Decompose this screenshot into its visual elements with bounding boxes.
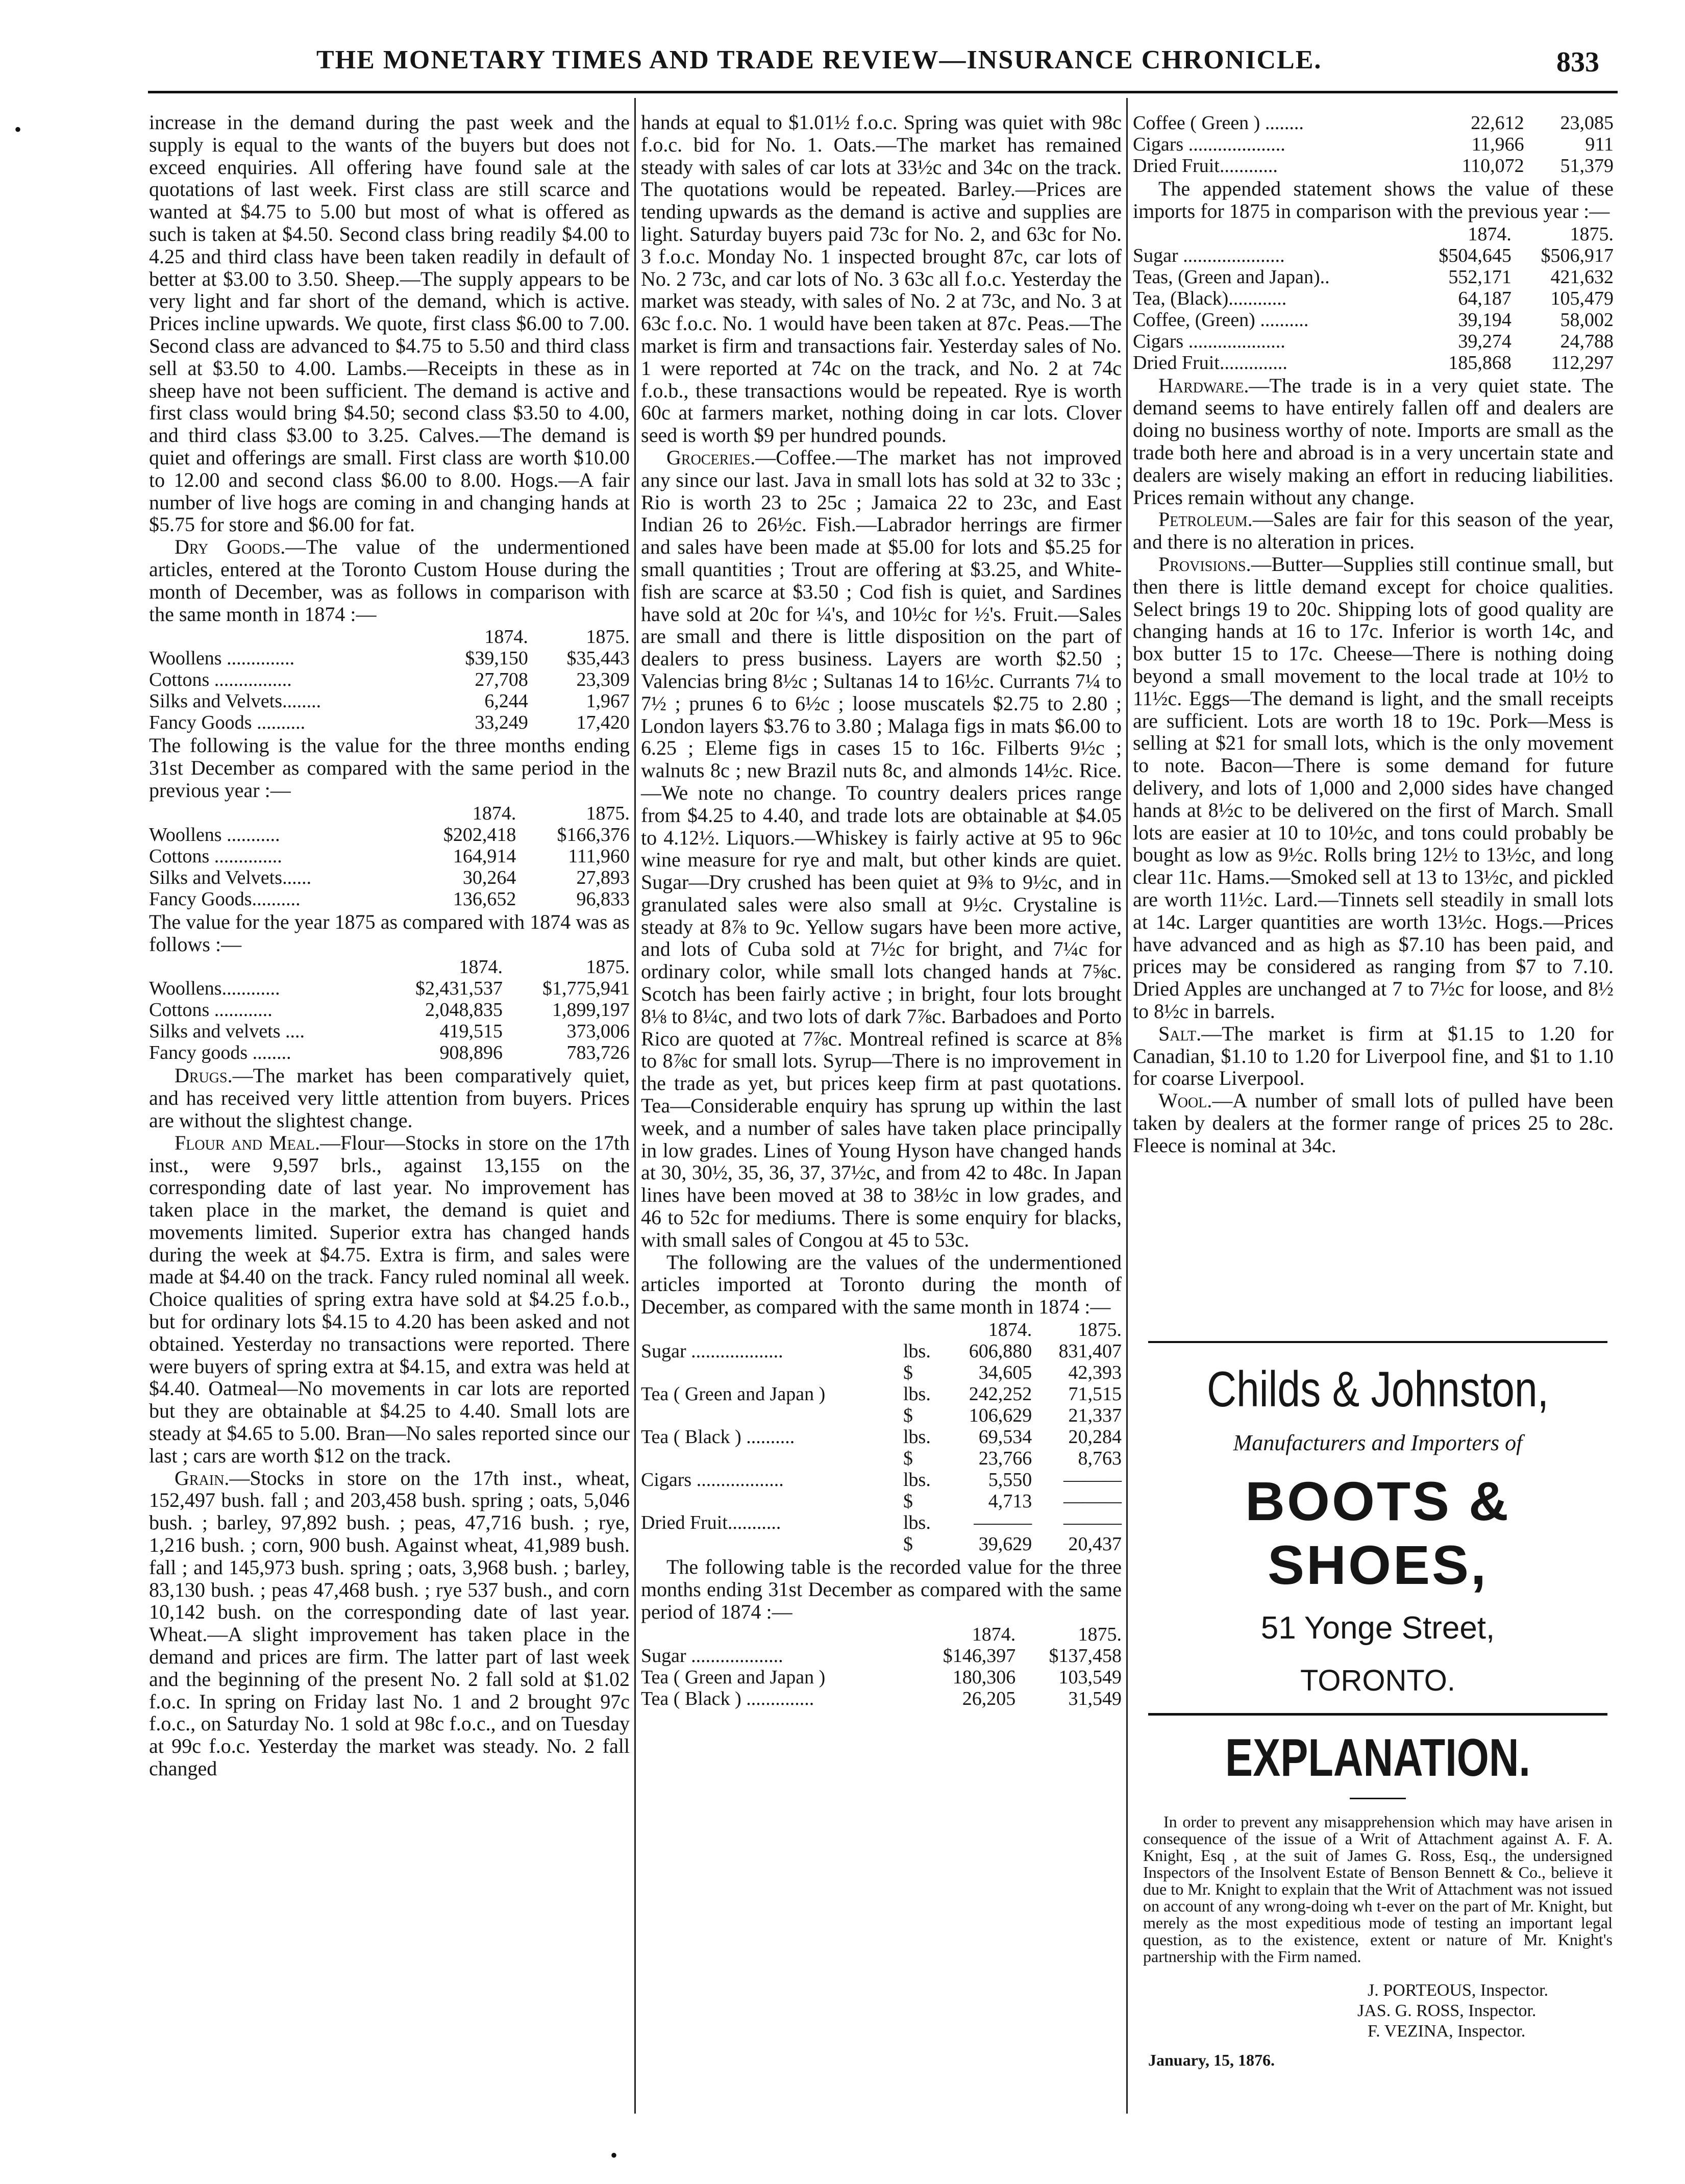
groceries-text: —Coffee.—The market has not improved any since our last. Java in small lots has sold at 32 to 33c ; Rio is worth 23 to 25c ; Jamaica 22 to 23c, and East Indian 26 to 26½c. Fish.—Labrador herrings are firmer and sales have been made at $5.00 for lots and $5.25 for small quantities ; Trout are offering at $3.25, and White-fish are scarce at $3.50 ; Cod fish is quiet, and Sardines have sold at 20c for ¼'s, and 10½c for ½'s. Fruit.—Sales are small and there is little disposition on the part of dealers to press business. Layers are worth $2.50 ; Valencias bring 8½c ; Sultanas 14 to 16½c. Currants 7¼ to 7½ ; prunes 6 to 6½c ; loose muscatels $2.75 to 2.80 ; London layers $3.76 to 3.80 ; Malaga figs in mats $6.00 to 6.25 ; Eleme figs in cases 15 to 16c. Filberts 9½c ; walnuts 8c ; new Brazil nuts 8c, and almonds 14½c. Rice.—We note no change. To country dealers prices range from $4.25 to 4.40, and trade lots are obtainable at $4.05 to 4.12½. Liquors.—Whiskey is fairly active at 95 to 96c wine measure for rye and malt, but other kinds are quiet. Sugar—Dry crushed has been quiet at 9⅜ to 9½c, and in granulated sales were also small at 9½c. Crystaline is steady at 8⅞ to 9c. Yellow sugars have been more active, and lots of Cuba sold at 7½c for bright, and 7¼c for ordinary color, while small lots changed hands at 7⅝c. Scotch has been fairly active ; in bright, four lots brought 8⅛ to 8¼c, and two lots of dark 7⅞c. Barbadoes and Porto Rico are quoted at 7⅞c. Montreal refined is scarce at 8⅝ to 8⅞c for small lots. Syrup—There is no improvement in the trade as yet, but prices keep firm at past quotations. Tea—Considerable enquiry has sprung up within the last week, and a number of sales have taken place principally in low grades. Lines of Young Hyson have changed hands at 30, 30½, 35, 36, 37, 37½c, and from 42 to 48c. In Japan lines have been moved at 38 to 38½c in low grades, and 46 to 52c for mediums. There is some enquiry for blacks, with small sales of Congou at 45 to 53c. (641, 445, 1122, 1251)
table-row (149, 648, 630, 669)
year-header: 1875. (1078, 1319, 1122, 1341)
page-header (0, 0, 1685, 82)
explanation-notice: In order to prevent any misapprehension which may have arisen in consequence of the issue of a Writ of Attachment against A. F. A. Knight, Esq , at the suit of James G. Ross, Esq., the undersigned Inspectors of the Insolvent Estate of Benson Bennett & Co., believe it due to Mr. Knight to explain that the Writ of Attachment was not issued on account of any wrong-doing wh t-ever on the part of Mr. Knight, but merely as the most expeditious mode of testing an important legal question, as to the existence, extent or nature of Mr. Knight's partnership with the Firm named. (1143, 1813, 1613, 1966)
dry-goods-year-table (149, 956, 630, 1063)
ad-firm-name: Childs & Johnston, (1206, 1361, 1549, 1417)
table-row (641, 1533, 1122, 1555)
cell-1875: 8,763 (1078, 1448, 1122, 1470)
row-unit: lbs. (903, 1426, 931, 1448)
cell-1874: 419,515 (439, 1021, 503, 1043)
column-3 (1133, 111, 1614, 1156)
cell-1875: $35,443 (566, 648, 630, 669)
cell-1875: 23,085 (1560, 112, 1614, 134)
row-label: Woollens .............. (149, 648, 295, 669)
cell-1874: $39,150 (465, 648, 528, 669)
cell-1874: 136,652 (453, 888, 516, 910)
column-divider-2 (1126, 98, 1128, 2114)
section-head-provisions: Provisions. (1158, 552, 1251, 576)
table-row (641, 1512, 1122, 1533)
table-row (641, 1383, 1122, 1405)
row-label: Teas, (Green and Japan).. (1133, 266, 1330, 288)
cell-1875: $137,458 (1049, 1645, 1122, 1667)
imports-year-table (1133, 224, 1614, 374)
table-row (149, 1042, 630, 1063)
cell-1875: 20,284 (1068, 1426, 1122, 1448)
drugs-text: —The market has been comparatively quiet, and has received very little attention from buyers. Prices are without the slightest change. (149, 1064, 630, 1132)
cell-1875: 96,833 (576, 888, 630, 910)
year-header: 1875. (1570, 223, 1614, 245)
row-label: Cigars .................... (1133, 330, 1285, 352)
row-label: Dried Fruit.............. (1133, 352, 1287, 374)
signer-porteous: J. PORTEOUS, Inspector. (1368, 1981, 1549, 2000)
page-number: 833 (1556, 46, 1599, 78)
year-header: 1874. (472, 802, 516, 824)
column-2 (641, 111, 1122, 1710)
cell-1875: 911 (1585, 134, 1614, 155)
year-header: 1875. (586, 626, 630, 648)
cell-1874: 5,550 (988, 1469, 1032, 1491)
livestock-paragraph: increase in the demand during the past week and the supply is equal to the wants of the buyers but does not exceed enquiries. All offering have found sale at the quotations of last week. First class are still scarce and wanted at $4.75 to 5.00 but most of what is offered as such is taken at $4.50. Second class bring readily $4.00 to 4.25 and third class have been taken readily in default of better at $3.00 to 3.50. Sheep.—The supply appears to be very light and far short of the demand, which is active. Prices incline upwards. We quote, first class $6.00 to 7.00. Second class are advanced to $4.75 to 5.50 and third class sell at $3.50 to 4.00. Lambs.—Receipts in these as in sheep have not been sufficient. The demand is active and first class would bring $4.50; second class $3.50 to 4.00, and third class $3.00 to 3.25. Calves.—The demand is quiet and offerings are small. First class are worth $10.00 to 12.00 and second class $6.00 to 8.00. Hogs.—A fair number of live hogs are coming in and changing hands at $5.75 for store and $6.00 for fat. (149, 111, 630, 536)
grain-continued-paragraph: hands at equal to $1.01½ f.o.c. Spring was quiet with 98c f.o.c. bid for No. 1. Oats.—The market has remained steady with sales of car lots at 33½c and 34c on the track. The quotations would be repeated. Barley.—Prices are tending upwards as the demand is active and supplies are light. Saturday buyers paid 73c for No. 2, and 63c for No. 3 f.o.c. Monday No. 1 inspected brought 87c, car lots of No. 2 73c, and car lots of No. 3 63c all f.o.c. Yesterday the market was steady, with sales of No. 2 at 73c, and No. 3 at 63c f.o.c. No. 1 would have been taken at 87c. Peas.—The market is firm and transactions fair. Yesterday sales of No. 1 were reported at 74c on the track, and No. 2 at 74c f.o.b., these transactions would be repeated. Rye is worth 60c at farmers market, nothing doing in car lots. Clover seed is worth $9 per hundred pounds. (641, 111, 1122, 447)
section-head-grain: Grain. (175, 1466, 230, 1490)
table-row (149, 888, 630, 910)
row-label: Tea, (Black)............ (1133, 287, 1287, 309)
row-label (641, 1362, 903, 1383)
salt-text: —The market is firm at $1.15 to 1.20 for Canadian, $1.10 to 1.20 for Liverpool fine, and $1 to 1.10 for coarse Liverpool. (1133, 1022, 1614, 1090)
cell-1875: 421,632 (1550, 266, 1614, 288)
table-row (1133, 352, 1614, 374)
row-label: Woollens ........... (149, 824, 280, 846)
cell-1874: 4,713 (988, 1491, 1032, 1512)
hardware-paragraph (1133, 375, 1614, 509)
cell-1875: 21,337 (1068, 1405, 1122, 1427)
imports-quarter-table-continued (1133, 112, 1614, 177)
table-row (641, 1362, 1122, 1383)
table-row (1133, 155, 1614, 177)
table-row (149, 999, 630, 1021)
row-label: Cottons ............ (149, 999, 272, 1021)
cell-1875: ——— (1063, 1512, 1122, 1534)
cell-1875: 31,549 (1068, 1688, 1122, 1710)
flour-paragraph (149, 1132, 630, 1467)
row-label: Cigars .................. (641, 1469, 784, 1491)
row-unit: $ (903, 1491, 913, 1512)
childs-johnston-advertisement (1143, 1341, 1613, 2070)
table-row (641, 1469, 1122, 1491)
row-label: Tea ( Green and Japan ) (641, 1667, 826, 1689)
cell-1875: 51,379 (1560, 155, 1614, 177)
cell-1875: 42,393 (1068, 1362, 1122, 1384)
table-row (1133, 331, 1614, 352)
cell-1875: ——— (1063, 1491, 1122, 1512)
dry-goods-text: —The value of the undermentioned articles, entered at the Toronto Custom House during the month of December, was as follows in comparison with the same month in 1874 :— (149, 535, 630, 626)
groceries-paragraph (641, 446, 1122, 1251)
row-label: Sugar ................... (641, 1645, 783, 1667)
row-label: Woollens............ (149, 978, 280, 1000)
cell-1874: $202,418 (443, 824, 516, 846)
cell-1874: 106,629 (969, 1405, 1032, 1427)
section-head-hardware: Hardware. (1158, 374, 1249, 397)
cell-1874: 908,896 (439, 1042, 503, 1064)
cell-1874: 64,187 (1458, 287, 1511, 309)
row-label: Dried Fruit............ (1133, 155, 1278, 177)
cell-1874: 33,249 (475, 712, 528, 734)
row-label: Cottons .............. (149, 845, 282, 867)
cell-1874: $504,645 (1439, 244, 1511, 266)
three-months-paragraph: The following is the value for the three months ending 31st December as compared with the same period in the previous year :— (149, 734, 630, 802)
row-label: Silks and velvets .... (149, 1021, 305, 1043)
cell-1875: 831,407 (1058, 1341, 1122, 1362)
table-row (641, 1491, 1122, 1512)
cell-1875: 27,893 (576, 866, 630, 888)
row-unit: $ (903, 1362, 913, 1384)
table-row (1133, 309, 1614, 331)
column-divider-1 (634, 98, 636, 2114)
row-label: Tea ( Black ) .............. (641, 1688, 814, 1710)
dry-goods-paragraph (149, 536, 630, 625)
row-label: Fancy Goods.......... (149, 888, 301, 910)
provisions-text: —Butter—Supplies still continue small, but then there is little demand except for choice qualities. Select brings 19 to 20c. Shipping lots of good quality are changing hands at 16 to 17c. Inferior is worth 14c, and box butter 15 to 17c. Cheese—There is nothing doing beyond a small movement to the local trade at 10½ to 11½c. Eggs—The demand is light, and the small receipts are sufficient. Lots are worth 18 to 19c. Pork—Mess is selling at $21 for small lots, which is the only movement to note. Bacon—There is some demand for future delivery, and lots of 1,000 and 2,000 sides have changed hands at 8½c to be delivered on the first of March. Small lots are easier at 10 to 10½c, and tons could probably be bought as low as 9½c. Rolls bring 12½ to 13½c, and long clear 11c. Hams.—Smoked sell at 13 to 13½c, and pickled are worth 11½c. Lard.—Tinnets sell steadily in small lots at 14c. Larger quantities are worth 13½c. Hogs.—Prices have advanced and as high as $7.10 has been paid, and prices may be considered as ranging from $7 to 7.10. Dried Apples are unchanged at 7 to 7½c for loose, and 8½ to 8½c in barrels. (1133, 552, 1614, 1023)
cell-1875: 23,309 (576, 669, 630, 691)
cell-1874: 110,072 (1461, 155, 1524, 177)
row-label: Fancy goods ........ (149, 1042, 291, 1064)
cell-1874: $2,431,537 (415, 978, 503, 1000)
year-header: 1874. (988, 1319, 1032, 1341)
cell-1874: 164,914 (453, 845, 516, 867)
row-label: Silks and Velvets........ (149, 690, 321, 712)
year-header: 1875. (586, 802, 630, 824)
table-row (1133, 245, 1614, 266)
row-unit: $ (903, 1448, 913, 1470)
petroleum-paragraph (1133, 508, 1614, 553)
row-label (641, 1533, 903, 1555)
table-row (149, 846, 630, 867)
cell-1875: 105,479 (1550, 287, 1614, 309)
cell-1875: $166,376 (557, 824, 630, 846)
row-unit: $ (903, 1533, 913, 1555)
appended-statement-paragraph: The appended statement shows the value of these imports for 1875 in comparison with the previous year :— (1133, 177, 1614, 222)
cell-1875: 20,437 (1068, 1533, 1122, 1555)
year-paragraph: The value for the year 1875 as compared with 1874 was as follows :— (149, 910, 630, 956)
year-header: 1875. (1078, 1624, 1122, 1646)
cell-1874: 6,244 (484, 690, 528, 712)
ad-goods-line: BOOTS & SHOES, (1245, 1470, 1510, 1596)
row-unit: $ (903, 1405, 913, 1427)
year-header: 1874. (459, 956, 503, 978)
cell-1875: 783,726 (566, 1042, 630, 1064)
table-row (1133, 134, 1614, 155)
cell-1874: 180,306 (952, 1667, 1016, 1689)
margin-mark: • (610, 2144, 618, 2167)
section-head-wool: Wool. (1158, 1089, 1212, 1112)
row-label: Fancy Goods .......... (149, 712, 306, 734)
margin-mark: • (14, 118, 22, 141)
row-unit: lbs. (903, 1469, 931, 1491)
imports-december-table (641, 1319, 1122, 1555)
table-row (1133, 288, 1614, 309)
column-1 (149, 111, 630, 1780)
row-label: Sugar ..................... (1133, 244, 1285, 266)
table-row (641, 1448, 1122, 1469)
table-row (641, 1688, 1122, 1709)
row-label: Tea ( Black ) .......... (641, 1426, 795, 1448)
ad-top-rule (1148, 1341, 1607, 1343)
cell-1874: 30,264 (462, 866, 516, 888)
row-unit: lbs. (903, 1512, 931, 1534)
table-row (1133, 112, 1614, 134)
cell-1875: 58,002 (1560, 309, 1614, 331)
section-head-drugs: Drugs. (175, 1064, 233, 1087)
petroleum-text: —Sales are fair for this season of the year, and there is no alteration in prices. (1133, 508, 1614, 554)
section-head-flour: Flour and Meal. (175, 1131, 320, 1154)
section-head-dry-goods: Dry Goods. (175, 535, 286, 559)
cell-1875: 71,515 (1068, 1383, 1122, 1405)
table-row (149, 712, 630, 733)
cell-1874: 22,612 (1471, 112, 1524, 134)
row-unit: lbs. (903, 1383, 931, 1405)
cell-1874: 11,966 (1471, 134, 1524, 155)
header-rule (148, 91, 1618, 93)
cell-1874: 39,274 (1458, 330, 1511, 352)
table-row (641, 1341, 1122, 1362)
inspector-signatures (1357, 1980, 1613, 2042)
signer-ross: JAS. G. ROSS, Inspector. (1357, 2001, 1537, 2020)
cell-1875: 112,297 (1551, 352, 1614, 374)
table-row (641, 1426, 1122, 1448)
cell-1875: 17,420 (576, 712, 630, 734)
ad-divider-rule (1148, 1713, 1607, 1716)
cell-1874: 606,880 (969, 1341, 1032, 1362)
row-label: Sugar ................... (641, 1341, 783, 1362)
flour-text: —Flour—Stocks in store on the 17th inst., were 9,597 brls., against 13,155 on the corresponding date of last year. No improvement has taken place in the market, the demand is quiet and movements limited. Superior extra has changed hands during the week at $4.75. Extra is firm, and sales were made at $4.40 on the track. Fancy ruled nominal all week. Choice qualities of spring extra have sold at $4.25 f.o.b., but for ordinary lots $4.15 to 4.20 has been asked and not obtained. Yesterday no transactions were reported. There were buyers of spring extra at $4.15, and extra was held at $4.40. Oatmeal—No movements in car lots are reported but they are obtainable at $4.25 to 4.40. Small lots are steady at $4.65 to 5.00. Bran—No sales reported since our last ; cars are worth $12 on the track. (149, 1131, 630, 1467)
table-row (1133, 266, 1614, 288)
ad-street-address: 51 Yonge Street, (1260, 1610, 1495, 1646)
row-label: Silks and Velvets...... (149, 866, 312, 888)
wool-paragraph (1133, 1089, 1614, 1156)
section-head-petroleum: Petroleum. (1158, 508, 1253, 531)
table-row (149, 978, 630, 999)
table-row (149, 824, 630, 846)
explanation-short-rule (1350, 1798, 1406, 1799)
section-head-salt: Salt. (1158, 1022, 1202, 1045)
ad-city: TORONTO. (1300, 1664, 1455, 1697)
table-row (149, 669, 630, 690)
cell-1875: 103,549 (1058, 1667, 1122, 1689)
table-row (641, 1645, 1122, 1667)
cell-1874: 39,629 (978, 1533, 1032, 1555)
cell-1875: 1,967 (586, 690, 630, 712)
cell-1875: 373,006 (566, 1021, 630, 1043)
cell-1875: $1,775,941 (542, 978, 630, 1000)
drugs-paragraph (149, 1064, 630, 1131)
salt-paragraph (1133, 1023, 1614, 1089)
table-row (641, 1667, 1122, 1688)
cell-1874: 23,766 (978, 1448, 1032, 1470)
row-unit: lbs. (903, 1341, 931, 1362)
cell-1875: 111,960 (568, 845, 630, 867)
table-row (149, 867, 630, 888)
table-row (149, 690, 630, 712)
grain-paragraph (149, 1467, 630, 1780)
row-label: Tea ( Green and Japan ) (641, 1383, 826, 1405)
year-header: 1874. (972, 1624, 1016, 1646)
cell-1875: 24,788 (1560, 330, 1614, 352)
dry-goods-quarter-table (149, 803, 630, 910)
year-header: 1874. (1468, 223, 1511, 245)
recorded-value-paragraph: The following table is the recorded value for the three months ending 31st December as compared with the same period of 1874 :— (641, 1555, 1122, 1623)
table-row (149, 1021, 630, 1042)
cell-1874: 26,205 (962, 1688, 1016, 1710)
signer-vezina: F. VEZINA, Inspector. (1368, 2022, 1526, 2041)
cell-1875: $506,917 (1541, 244, 1614, 266)
row-label: Coffee ( Green ) ........ (1133, 112, 1304, 134)
hardware-text: —The trade is in a very quiet state. The demand seems to have entirely fallen off and dealers are doing no business worthy of note. Imports are small as the trade both here and abroad is in a very uncertain state and dealers are wisely making an effort in reducing liabilities. Prices remain without any change. (1133, 374, 1614, 509)
year-header: 1875. (586, 956, 630, 978)
row-label (641, 1405, 903, 1426)
ad-trade-line: Manufacturers and Importers of (1233, 1430, 1523, 1455)
dry-goods-december-table (149, 626, 630, 733)
row-label: Cottons ................ (149, 669, 292, 691)
masthead-title: THE MONETARY TIMES AND TRADE REVIEW—INSURANCE CHRONICLE. (316, 45, 1322, 75)
imports-paragraph: The following are the values of the undermentioned articles imported at Toronto during the month of December, as compared with the same month in 1874 :— (641, 1250, 1122, 1319)
row-label: Coffee, (Green) .......... (1133, 309, 1309, 331)
cell-1874: 27,708 (475, 669, 528, 691)
cell-1874: 69,534 (978, 1426, 1032, 1448)
cell-1874: 185,868 (1448, 352, 1511, 374)
cell-1874: 242,252 (969, 1383, 1032, 1405)
row-label (641, 1491, 903, 1512)
cell-1875: ——— (1063, 1469, 1122, 1491)
cell-1874: ——— (974, 1512, 1032, 1534)
wool-text: —A number of small lots of pulled have been taken by dealers at the former range of prices 25 to 28c. Fleece is nominal at 34c. (1133, 1089, 1614, 1157)
explanation-heading: EXPLANATION. (1225, 1728, 1530, 1788)
section-head-groceries: Groceries. (666, 445, 756, 469)
cell-1874: $146,397 (943, 1645, 1016, 1667)
notice-date: January, 15, 1876. (1148, 2051, 1275, 2069)
cell-1874: 2,048,835 (425, 999, 503, 1021)
imports-quarter-table (641, 1624, 1122, 1709)
grain-text: —Stocks in store on the 17th inst., wheat, 152,497 bush. fall ; and 203,458 bush. spring ; oats, 5,046 bush. ; barley, 97,892 bush. ; peas, 47,716 bush. ; rye, 1,216 bush. ; corn, 900 bush. Against wheat, 41,989 bush. fall ; and 145,973 bush. spring ; oats, 3,968 bush. ; barley, 83,130 bush. ; peas 47,468 bush. ; rye 537 bush., and corn 10,142 bush. on the corresponding date of last year. Wheat.—A slight improvement has taken place in the demand and prices are firm. The latter part of last week and the beginning of the present No. 2 fall sold at $1.02 f.o.c. In spring on Friday last No. 1 and 2 brought 97c f.o.c., on Saturday No. 1 sold at 98c f.o.c., and on Tuesday at 99c f.o.c. Yesterday the market was steady. No. 2 fall changed (149, 1466, 630, 1780)
year-header: 1874. (484, 626, 528, 648)
row-label: Dried Fruit........... (641, 1512, 781, 1534)
cell-1874: 39,194 (1458, 309, 1511, 331)
provisions-paragraph (1133, 553, 1614, 1023)
row-label (641, 1448, 903, 1469)
row-label: Cigars .................... (1133, 134, 1285, 155)
cell-1874: 34,605 (978, 1362, 1032, 1384)
cell-1875: 1,899,197 (552, 999, 630, 1021)
table-row (641, 1405, 1122, 1426)
cell-1874: 552,171 (1448, 266, 1511, 288)
